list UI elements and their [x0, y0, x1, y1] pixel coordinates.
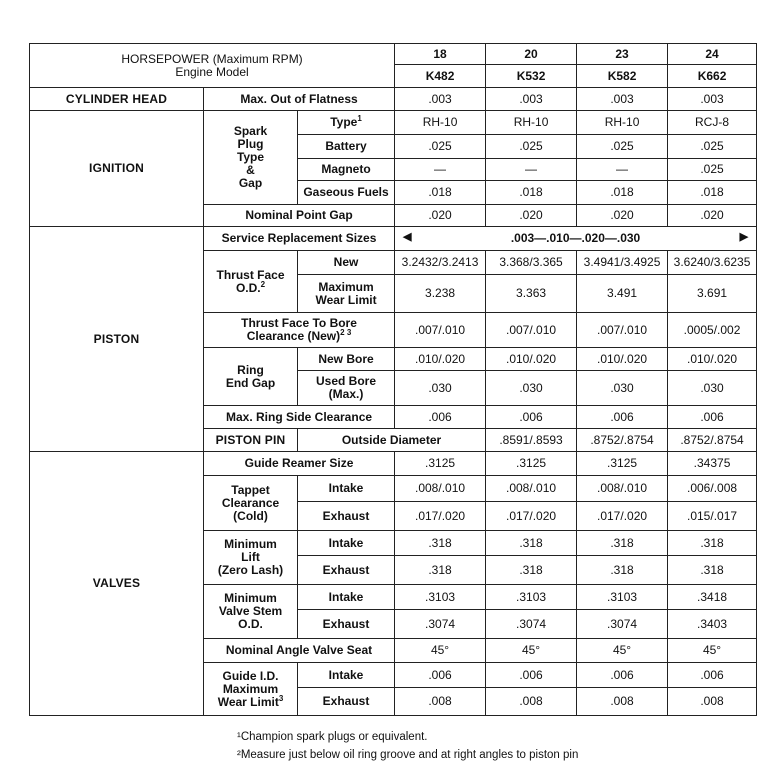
footnote-2: ²Measure just below oil ring groove and at right angles to piston pin [237, 749, 579, 761]
table-cell: .34375 [668, 452, 757, 476]
table-cell: 45° [668, 639, 757, 663]
table-cell: .015/.017 [668, 502, 757, 531]
table-cell: .018 [486, 181, 577, 205]
section-piston: PISTON [30, 227, 204, 452]
exhaust-label: Exhaust [298, 610, 395, 639]
guide-reamer-label: Guide Reamer Size [204, 452, 395, 476]
table-cell: 3.363 [486, 275, 577, 313]
table-cell: .030 [486, 371, 577, 406]
type-label: Type$^1$ [298, 111, 395, 135]
table-cell: .030 [668, 371, 757, 406]
table-cell: .0005/.002 [668, 313, 757, 348]
hp-23: 23 [577, 44, 668, 65]
table-cell: .025 [668, 159, 757, 181]
magneto-label: Magneto [298, 159, 395, 181]
intake-label: Intake [298, 585, 395, 610]
table-cell: .018 [668, 181, 757, 205]
header-title-cell [30, 44, 395, 88]
table-cell: .025 [577, 135, 668, 159]
section-piston-pin: PISTON PIN [204, 429, 298, 452]
service-sizes-label: Service Replacement Sizes [204, 227, 395, 251]
ring-end-gap-label: Ring End Gap [204, 348, 298, 406]
table-cell: .017/.020 [395, 502, 486, 531]
table-cell: .010/.020 [577, 348, 668, 371]
new-bore-label: New Bore [298, 348, 395, 371]
exhaust-label: Exhaust [298, 688, 395, 716]
table-cell: .006 [486, 663, 577, 688]
intake-label: Intake [298, 531, 395, 556]
table-cell: .006 [577, 663, 668, 688]
table-cell: .3125 [486, 452, 577, 476]
table-cell: .030 [395, 371, 486, 406]
table-cell: .020 [577, 205, 668, 227]
exhaust-label: Exhaust [298, 502, 395, 531]
model-k582: K582 [577, 65, 668, 88]
used-bore-label: Used Bore (Max.) [298, 371, 395, 406]
model-k532: K532 [486, 65, 577, 88]
table-cell: .3418 [668, 585, 757, 610]
table-cell: .3103 [577, 585, 668, 610]
specifications-table [29, 43, 757, 716]
table-cell: .008 [577, 688, 668, 716]
flatness-label: Max. Out of Flatness [204, 88, 395, 111]
table-cell: .003 [577, 88, 668, 111]
table-cell: .020 [395, 205, 486, 227]
table-cell: — [395, 159, 486, 181]
table-cell: .025 [668, 135, 757, 159]
table-cell: .3074 [577, 610, 668, 639]
table-cell: .007/.010 [395, 313, 486, 348]
table-cell: 45° [577, 639, 668, 663]
table-cell: — [486, 159, 577, 181]
table-cell: .8591/.8593 [486, 429, 577, 452]
table-cell: RH-10 [486, 111, 577, 135]
section-cylinder-head: CYLINDER HEAD [30, 88, 204, 111]
table-cell: .010/.020 [395, 348, 486, 371]
outside-diameter-label: Outside Diameter [298, 429, 486, 452]
footnote-1: ¹Champion spark plugs or equivalent. [237, 731, 428, 743]
table-cell: .007/.010 [486, 313, 577, 348]
model-k662: K662 [668, 65, 757, 88]
service-sizes-value: ◀ .003—.010—.020—.030 ▶ [395, 227, 757, 251]
table-cell: .318 [486, 531, 577, 556]
table-cell: .318 [395, 556, 486, 585]
table-cell: .318 [395, 531, 486, 556]
table-cell: 3.6240/3.6235 [668, 251, 757, 275]
table-cell: RH-10 [395, 111, 486, 135]
table-cell: .318 [668, 556, 757, 585]
table-cell: .003 [668, 88, 757, 111]
table-cell: 3.238 [395, 275, 486, 313]
new-label: New [298, 251, 395, 275]
header-horsepower: HORSEPOWER [121, 51, 210, 66]
hp-20: 20 [486, 44, 577, 65]
table-cell: .006 [577, 406, 668, 429]
hp-18: 18 [395, 44, 486, 65]
table-cell: 3.491 [577, 275, 668, 313]
table-cell: .3103 [395, 585, 486, 610]
header-max-rpm: (Maximum RPM) [212, 51, 303, 66]
thrust-od-label: Thrust Face O.D.$^2$ [204, 251, 298, 313]
table-cell: 3.691 [668, 275, 757, 313]
table-cell: .008 [668, 688, 757, 716]
table-cell: 3.2432/3.2413 [395, 251, 486, 275]
table-cell: .318 [668, 531, 757, 556]
tappet-clearance-label: Tappet Clearance (Cold) [204, 476, 298, 531]
table-cell: .007/.010 [577, 313, 668, 348]
table-cell: .010/.020 [486, 348, 577, 371]
table-cell: .3125 [577, 452, 668, 476]
table-cell: .3125 [395, 452, 486, 476]
hp-24: 24 [668, 44, 757, 65]
table-cell: .017/.020 [577, 502, 668, 531]
table-cell: — [577, 159, 668, 181]
table-cell: .006/.008 [668, 476, 757, 502]
table-cell: .006 [395, 406, 486, 429]
table-cell: .3074 [486, 610, 577, 639]
table-cell: 45° [486, 639, 577, 663]
table-cell: .006 [395, 663, 486, 688]
gaseous-fuels-label: Gaseous Fuels [298, 181, 395, 205]
table-cell: 45° [395, 639, 486, 663]
table-cell: .006 [486, 406, 577, 429]
table-cell: 3.4941/3.4925 [577, 251, 668, 275]
table-cell: .008/.010 [577, 476, 668, 502]
minimum-lift-label: Minimum Lift (Zero Lash) [204, 531, 298, 585]
header-engine-model: Engine Model [175, 64, 249, 79]
table-cell: .8752/.8754 [668, 429, 757, 452]
table-cell: 3.368/3.365 [486, 251, 577, 275]
side-clearance-label: Max. Ring Side Clearance [204, 406, 395, 429]
intake-label: Intake [298, 476, 395, 502]
arrow-left-icon: ◀ [403, 231, 412, 243]
section-ignition: IGNITION [30, 111, 204, 227]
table-cell: .318 [577, 556, 668, 585]
point-gap-label: Nominal Point Gap [204, 205, 395, 227]
table-cell: .3103 [486, 585, 577, 610]
table-cell: .003 [395, 88, 486, 111]
table-cell: RH-10 [577, 111, 668, 135]
table-cell: .006 [668, 406, 757, 429]
table-cell: .3403 [668, 610, 757, 639]
table-cell: .020 [668, 205, 757, 227]
valve-seat-label: Nominal Angle Valve Seat [204, 639, 395, 663]
bore-clearance-label: Thrust Face To Bore Clearance (New)$^{2 3}$ [204, 313, 395, 348]
arrow-right-icon: ▶ [739, 231, 749, 243]
table-cell: .318 [486, 556, 577, 585]
table-cell: .030 [577, 371, 668, 406]
table-cell: .8752/.8754 [577, 429, 668, 452]
section-valves: VALVES [30, 452, 204, 716]
table-cell: .3074 [395, 610, 486, 639]
table-cell: .006 [668, 663, 757, 688]
model-k482: K482 [395, 65, 486, 88]
table-cell: .018 [395, 181, 486, 205]
guide-id-label: Guide I.D. Maximum Wear Limit$^3$ [204, 663, 298, 716]
table-cell: .008 [486, 688, 577, 716]
exhaust-label: Exhaust [298, 556, 395, 585]
table-cell: .017/.020 [486, 502, 577, 531]
table-cell: .018 [577, 181, 668, 205]
battery-label: Battery [298, 135, 395, 159]
table-cell: RCJ-8 [668, 111, 757, 135]
valve-stem-label: Minimum Valve Stem O.D. [204, 585, 298, 639]
table-cell: .003 [486, 88, 577, 111]
table-cell: .010/.020 [668, 348, 757, 371]
table-cell: .008/.010 [486, 476, 577, 502]
table-cell: .008 [395, 688, 486, 716]
table-cell: .318 [577, 531, 668, 556]
max-wear-label: Maximum Wear Limit [298, 275, 395, 313]
table-cell: .025 [486, 135, 577, 159]
table-cell: .020 [486, 205, 577, 227]
table-cell: .025 [395, 135, 486, 159]
spark-plug-label: Spark Plug Type & Gap [204, 111, 298, 205]
table-cell: .008/.010 [395, 476, 486, 502]
intake-label: Intake [298, 663, 395, 688]
